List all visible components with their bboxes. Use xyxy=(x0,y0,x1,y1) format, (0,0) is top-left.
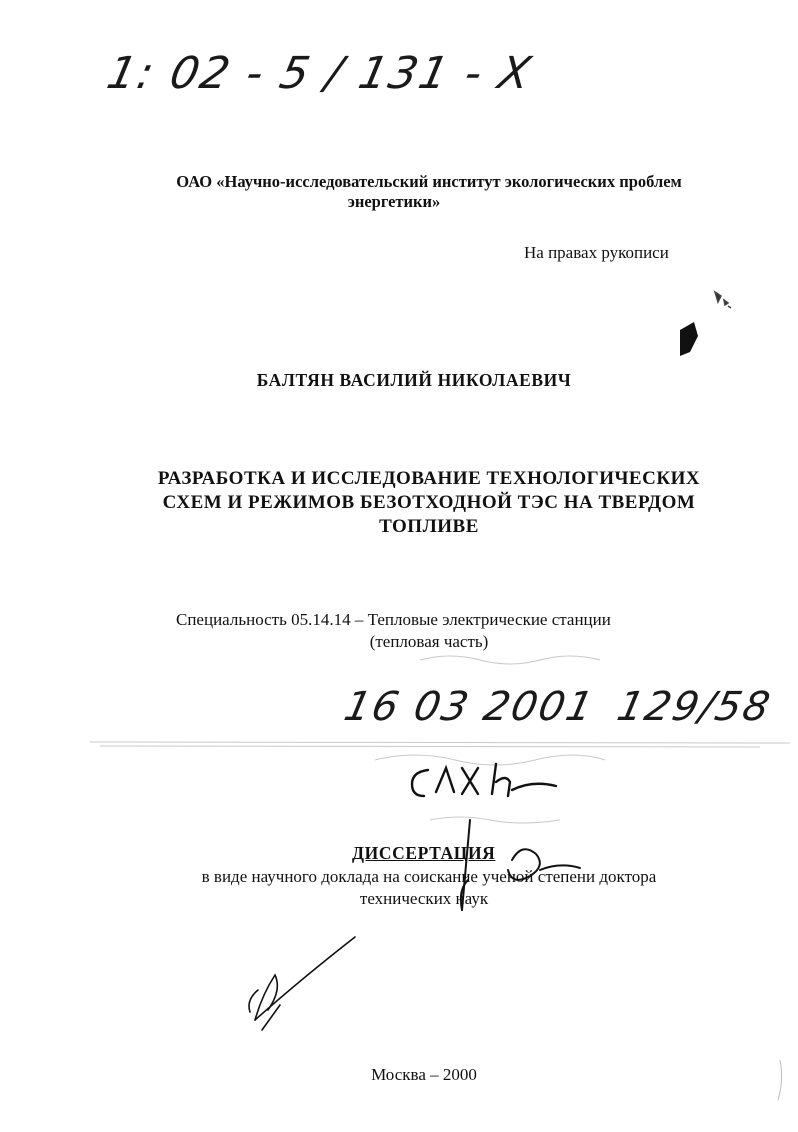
organization-line-1: ОАО «Научно-исследовательский институт экологических проблем xyxy=(176,172,682,191)
scan-edge-mark xyxy=(778,1060,782,1100)
place-year: Москва – 2000 xyxy=(371,1065,477,1084)
dissertation-title-line-1: РАЗРАБОТКА И ИССЛЕДОВАНИЕ ТЕХНОЛОГИЧЕСКИХ xyxy=(157,468,701,489)
degree-line-1: в виде научного доклада на соискание ученой степени доктора xyxy=(201,867,657,886)
specialty-line-1: Специальность 05.14.14 – Тепловые электрические станции xyxy=(176,610,611,629)
signature-lower-left xyxy=(249,937,355,1030)
faded-library-stamp xyxy=(90,656,790,823)
dissertation-title-line-3: ТОПЛИВЕ xyxy=(379,516,479,537)
handwritten-date-stamp: 16 03 2001 xyxy=(340,684,599,730)
manuscript-rights: На правах рукописи xyxy=(524,243,669,262)
handwritten-abbreviation-signature xyxy=(412,764,556,796)
organization-line-2: энергетики» xyxy=(347,192,441,211)
document-type: ДИССЕРТАЦИЯ xyxy=(352,843,496,863)
signature-stroke-center xyxy=(461,820,580,910)
author-name: БАЛТЯН ВАСИЛИЙ НИКОЛАЕВИЧ xyxy=(256,370,572,390)
handwritten-catalog-number: 1: 02 - 5 / 131 - X xyxy=(102,48,537,99)
ink-blot-mark xyxy=(680,292,731,356)
handwritten-register-number: 129/58 xyxy=(613,684,776,730)
dissertation-title-line-2: СХЕМ И РЕЖИМОВ БЕЗОТХОДНОЙ ТЭС НА ТВЕРДОМ xyxy=(162,492,696,513)
degree-line-2: технических наук xyxy=(359,889,489,908)
specialty-line-2: (тепловая часть) xyxy=(369,632,489,651)
